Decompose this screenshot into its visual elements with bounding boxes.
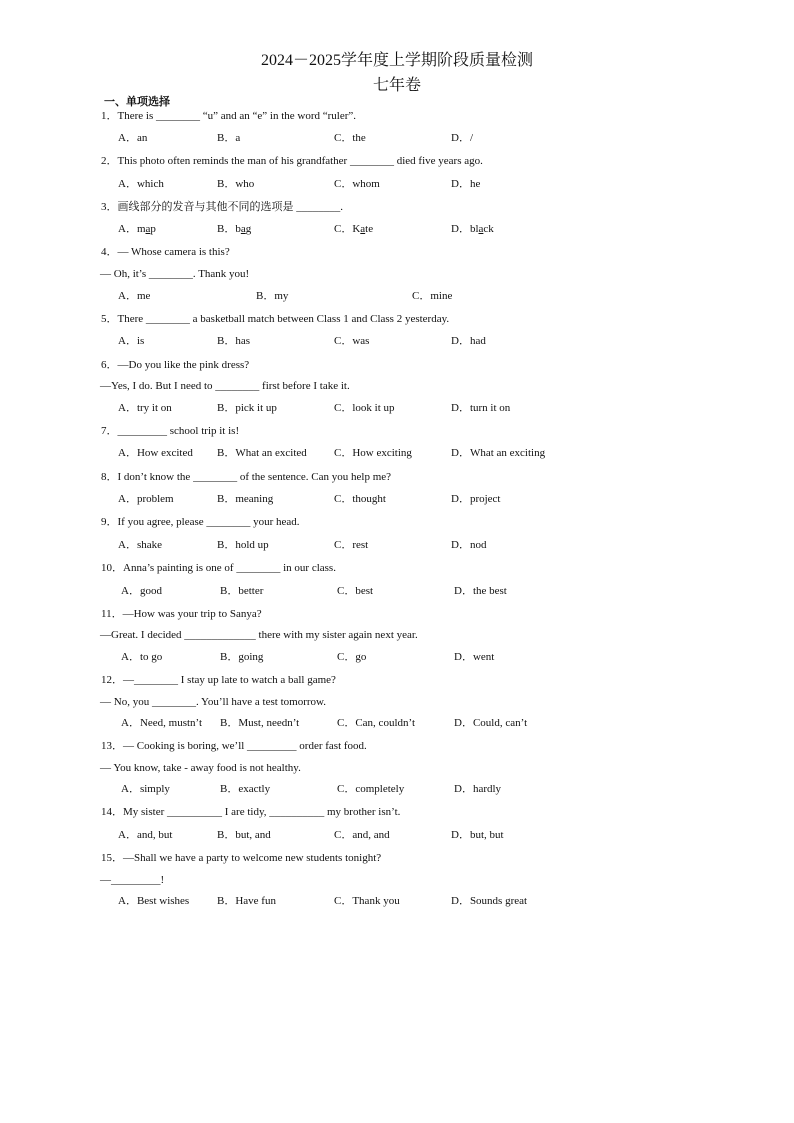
- answer-option: B．a: [217, 132, 241, 144]
- answer-option: C．thought: [334, 493, 386, 505]
- answer-option: C．Thank you: [334, 895, 400, 907]
- question-dialogue-line: —_________!: [100, 874, 165, 886]
- question-dialogue-line: — You know, take - away food is not healthy.: [100, 762, 301, 774]
- answer-option: C．rest: [334, 539, 369, 551]
- question-stem: 14．My sister __________ I are tidy, __________ my brother isn’t.: [101, 806, 401, 818]
- answer-option: A．simply: [121, 783, 170, 795]
- answer-option: C．look it up: [334, 402, 395, 414]
- answer-option: C．whom: [334, 178, 380, 190]
- answer-option: B．my: [256, 290, 289, 302]
- answer-option: C．was: [334, 335, 370, 347]
- question-stem: 1．There is ________ “u” and an “e” in the word “ruler”.: [101, 110, 357, 122]
- question-stem: 6．—Do you like the pink dress?: [101, 359, 250, 371]
- answer-option: D．turn it on: [451, 402, 511, 414]
- answer-option: D．had: [451, 335, 486, 347]
- question-stem: 5．There ________ a basketball match between Class 1 and Class 2 yesterday.: [101, 313, 450, 325]
- underlined-letter: a: [240, 223, 246, 235]
- underlined-letter: a: [360, 223, 366, 235]
- answer-option: C．and, and: [334, 829, 390, 841]
- answer-option: B．bag: [217, 223, 252, 235]
- question-stem: 7．_________ school trip it is!: [101, 425, 240, 437]
- question-stem: 12．—________ I stay up late to watch a ball game?: [101, 674, 336, 686]
- answer-option: B．Must, needn’t: [220, 717, 300, 729]
- answer-option: C．Kate: [334, 223, 374, 235]
- underlined-letter: a: [145, 223, 151, 235]
- answer-option: D．/: [451, 132, 473, 144]
- question-stem: 15．—Shall we have a party to welcome new students tonight?: [101, 852, 382, 864]
- answer-option: D．Sounds great: [451, 895, 528, 907]
- exam-subtitle: 七年卷: [372, 77, 421, 94]
- answer-option: D．black: [451, 223, 494, 235]
- answer-option: B．meaning: [217, 493, 274, 505]
- answer-option: A．good: [121, 585, 162, 597]
- answer-option: C．mine: [412, 290, 453, 302]
- answer-option: D．Could, can’t: [454, 717, 528, 729]
- section-title: 一、单项选择: [104, 96, 170, 108]
- answer-option: C．How exciting: [334, 447, 412, 459]
- answer-option: C．best: [337, 585, 374, 597]
- answer-option: D．he: [451, 178, 481, 190]
- answer-option: D．hardly: [454, 783, 502, 795]
- answer-option: B．going: [220, 651, 264, 663]
- answer-option: A．to go: [121, 651, 163, 663]
- question-stem: 4．— Whose camera is this?: [101, 246, 230, 258]
- answer-option: D．What an exciting: [451, 447, 546, 459]
- question-stem: 11．—How was your trip to Sanya?: [101, 608, 262, 620]
- answer-option: A．How excited: [118, 447, 193, 459]
- answer-option: B．pick it up: [217, 402, 277, 414]
- answer-option: B．better: [220, 585, 264, 597]
- answer-option: A．map: [118, 223, 156, 235]
- question-stem: 8．I don’t know the ________ of the sentence. Can you help me?: [101, 471, 392, 483]
- question-stem: 13．— Cooking is boring, we’ll _________ order fast food.: [101, 740, 367, 752]
- question-stem: 9．If you agree, please ________ your head.: [101, 516, 300, 528]
- answer-option: D．project: [451, 493, 501, 505]
- question-dialogue-line: — No, you ________. You’ll have a test tomorrow.: [100, 696, 326, 708]
- exam-title: 2024－2025学年度上学期阶段质量检测: [260, 52, 533, 69]
- question-dialogue-line: —Great. I decided _____________ there with my sister again next year.: [100, 629, 418, 641]
- answer-option: C．go: [337, 651, 367, 663]
- answer-option: D．the best: [454, 585, 507, 597]
- answer-option: B．What an excited: [217, 447, 307, 459]
- question-dialogue-line: — Oh, it’s ________. Thank you!: [100, 268, 250, 280]
- answer-option: A．Need, mustn’t: [121, 717, 203, 729]
- answer-option: C．the: [334, 132, 366, 144]
- answer-option: D．but, but: [451, 829, 504, 841]
- answer-option: A．is: [118, 335, 145, 347]
- answer-option: C．completely: [337, 783, 405, 795]
- answer-option: A．shake: [118, 539, 162, 551]
- underlined-letter: a: [478, 223, 484, 235]
- question-stem: 2．This photo often reminds the man of his grandfather ________ died five years ago.: [101, 155, 483, 167]
- answer-option: A．problem: [118, 493, 174, 505]
- answer-option: B．has: [217, 335, 250, 347]
- answer-option: A．me: [118, 290, 151, 302]
- answer-option: D．nod: [451, 539, 487, 551]
- answer-option: B．exactly: [220, 783, 271, 795]
- answer-option: A．an: [118, 132, 148, 144]
- answer-option: B．Have fun: [217, 895, 276, 907]
- answer-option: A．which: [118, 178, 164, 190]
- question-dialogue-line: —Yes, I do. But I need to ________ first before I take it.: [100, 380, 350, 392]
- answer-option: D．went: [454, 651, 495, 663]
- question-stem: 10．Anna’s painting is one of ________ in our class.: [101, 562, 336, 574]
- answer-option: C．Can, couldn’t: [337, 717, 416, 729]
- answer-option: B．hold up: [217, 539, 269, 551]
- answer-option: B．but, and: [217, 829, 271, 841]
- question-stem: 3．画线部分的发音与其他不同的选项是 ________.: [101, 201, 343, 213]
- answer-option: A．and, but: [118, 829, 173, 841]
- answer-option: A．Best wishes: [118, 895, 190, 907]
- answer-option: B．who: [217, 178, 255, 190]
- answer-option: A．try it on: [118, 402, 172, 414]
